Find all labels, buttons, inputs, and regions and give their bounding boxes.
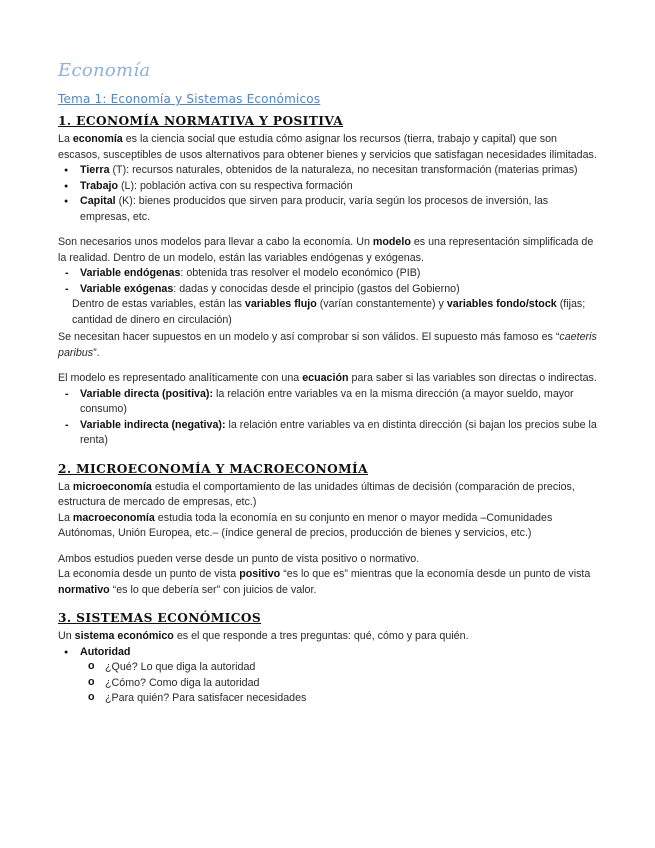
list-item-exogenas: - Variable exógenas: dadas y conocidas desde el principio (gastos del Gobierno) [58, 282, 597, 298]
paragraph-economia-definition: La economía es la ciencia social que estudia cómo asignar los recursos (tierra, trabajo y capital) que son escasos, susceptibles de usos alternativos para obtener bienes y servicios que satisfagan necesidades ilimitadas. [58, 133, 597, 161]
list-item-tierra: ● Tierra (T): recursos naturales, obtenidos de la naturaleza, no necesitan transformación (materias primas) [58, 163, 597, 179]
term-microeconomia: microeconomía [72, 480, 152, 493]
list-item-endogenas: - Variable endógenas: obtenida tras resolver el modelo económico (PIB) [58, 266, 597, 282]
paragraph-macroeconomia: La macroeconomía estudia toda la economía en su conjunto en menor o mayor medida –Comunidades Autónomas, Unión Europea, etc.– (índice general de precios, producción de bienes y servicios, etc.) [58, 511, 553, 539]
term-economia: economía [72, 133, 123, 145]
list-item-trabajo: ● Trabajo (L): población activa con su respectiva formación [58, 179, 597, 195]
section-heading-3: 3. SISTEMAS ECONÓMICOS [58, 611, 262, 625]
document-title: Economía [58, 60, 151, 81]
paragraph-supuestos: Se necesitan hacer supuestos en un modelo y así comprobar si son válidos. El supuesto más famoso es “caeteris paribus”. [58, 331, 597, 359]
relations-list [58, 387, 597, 449]
list-item-indirecta: - Variable indirecta (negativa): la relación entre variables va en distinta dirección (si bajan los precios sube la renta) [58, 418, 597, 449]
term-ecuacion: ecuación [302, 372, 349, 384]
questions-list [58, 660, 597, 707]
list-item-autoridad: ● Autoridad [58, 645, 597, 661]
document-subtitle: Tema 1: Economía y Sistemas Económicos [58, 92, 321, 106]
paragraph-modelo: Son necesarios unos modelos para llevar a cabo la economía. Un modelo es una representación simplificada de la realidad. Dentro de un modelo, están las variables endógenas y exógenas. [58, 236, 594, 264]
list-item-como: o ¿Cómo? Como diga la autoridad [58, 676, 597, 692]
section-heading-2: 2. MICROECONOMÍA Y MACROECONOMÍA [58, 461, 369, 476]
list-item-para-quien: o ¿Para quién? Para satisfacer necesidades [58, 691, 597, 707]
paragraph-microeconomia: La microeconomía estudia el comportamiento de las unidades últimas de decisión (comparación de precios, estructura de mercado de empresas, etc.) [58, 480, 575, 508]
section-heading-1: 1. ECONOMÍA NORMATIVA Y POSITIVA [58, 114, 344, 128]
paragraph-sistema-economico: Un sistema económico es el que responde a tres preguntas: qué, cómo y para quién. [58, 630, 469, 642]
paragraph-positivo-normativo: La economía desde un punto de vista positivo “es lo que es” mientras que la economía desde un punto de vista normativo “es lo que debería ser” con juicios de valor. [58, 568, 591, 596]
paragraph-flujo-stock: Dentro de estas variables, están las variables flujo (varían constantemente) y variables fondo/stock (fijas; cantidad de dinero en circulación) [72, 298, 586, 326]
term-macroeconomia: macroeconomía [72, 511, 155, 524]
list-item-capital: ● Capital (K): bienes producidos que sirven para producir, varía según los procesos de inversión, las empresas, etc. [58, 194, 597, 225]
term-modelo: modelo [372, 236, 411, 248]
list-item-directa: - Variable directa (positiva): la relación entre variables va en la misma dirección (a mayor sueldo, mayor consumo) [58, 387, 597, 418]
resources-list [58, 163, 597, 225]
systems-list [58, 645, 597, 661]
variables-list [58, 266, 597, 297]
paragraph-ecuacion: El modelo es representado analíticamente con una ecuación para saber si las variables son directas o indirectas. [58, 372, 597, 384]
list-item-que: o ¿Qué? Lo que diga la autoridad [58, 660, 597, 676]
paragraph-ambos-estudios: Ambos estudios pueden verse desde un punto de vista positivo o normativo. [58, 552, 420, 565]
term-sistema-economico: sistema económico [74, 630, 174, 642]
term-caeteris-paribus: caeteris paribus [58, 331, 597, 359]
